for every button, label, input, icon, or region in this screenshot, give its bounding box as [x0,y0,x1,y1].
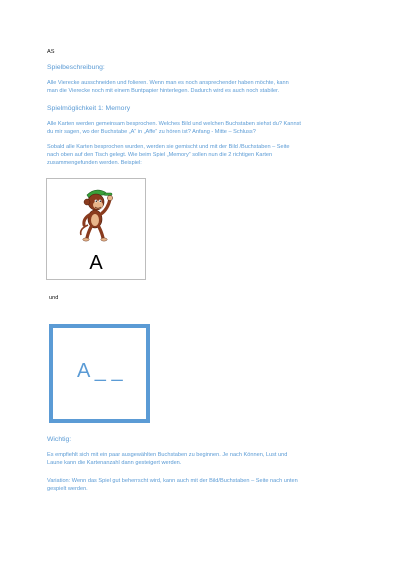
paragraph-line: Alle Vierecke ausschneiden und folieren. Wenn man es noch ansprechender haben möchte, kann [47,80,289,86]
doc-label: AS [47,49,55,55]
heading-spielmoeglichkeit: Spielmöglichkeit 1: Memory [47,105,131,112]
paragraph-line: Sobald alle Karten besprochen wurden, werden sie gemischt und mit der Bild /Buchstaben – Seite [47,144,290,150]
card-letter: A [89,252,103,274]
paragraph-line: du mir sagen, wo der Buchstabe „A“ in „Affe“ zu hören ist? Anfang - Mitte – Schluss? [47,129,256,135]
paragraph-line: man die Vierecke noch mit einem Buntpapier hinterlegen. Dadurch wird es auch noch stabiler. [47,88,280,94]
card-letter-blanks: A _ _ [77,360,123,382]
paragraph-line: Variation: Wenn das Spiel gut beherrscht wird, kann auch mit der Bild/Buchstaben – Seite nach unten [47,478,298,484]
paragraph-line: nach oben auf den Tisch gelegt. Wie beim Spiel „Memory“ sollen nun die 2 richtigen Karten [47,152,273,158]
paragraph-line: zusammengefunden werden. Beispiel: [47,160,142,166]
monkey-icon [75,185,119,243]
heading-spielbeschreibung: Spielbeschreibung: [47,64,105,71]
example-card-letters [49,324,150,423]
paragraph-line: Laune kann die Kartenanzahl dann gesteigert werden. [47,460,182,466]
paragraph-line: Es empfiehlt sich mit ein paar ausgewählten Buchstaben zu beginnen. Je nach Können, Lust und [47,452,288,458]
heading-wichtig: Wichtig: [47,436,72,443]
example-card-picture [46,178,146,280]
paragraph-line: Alle Karten werden gemeinsam besprochen. Welches Bild und welchen Buchstaben siehst du? Kannst [47,121,301,127]
connector-label: und [49,295,59,301]
paragraph-line: gespielt werden. [47,486,88,492]
